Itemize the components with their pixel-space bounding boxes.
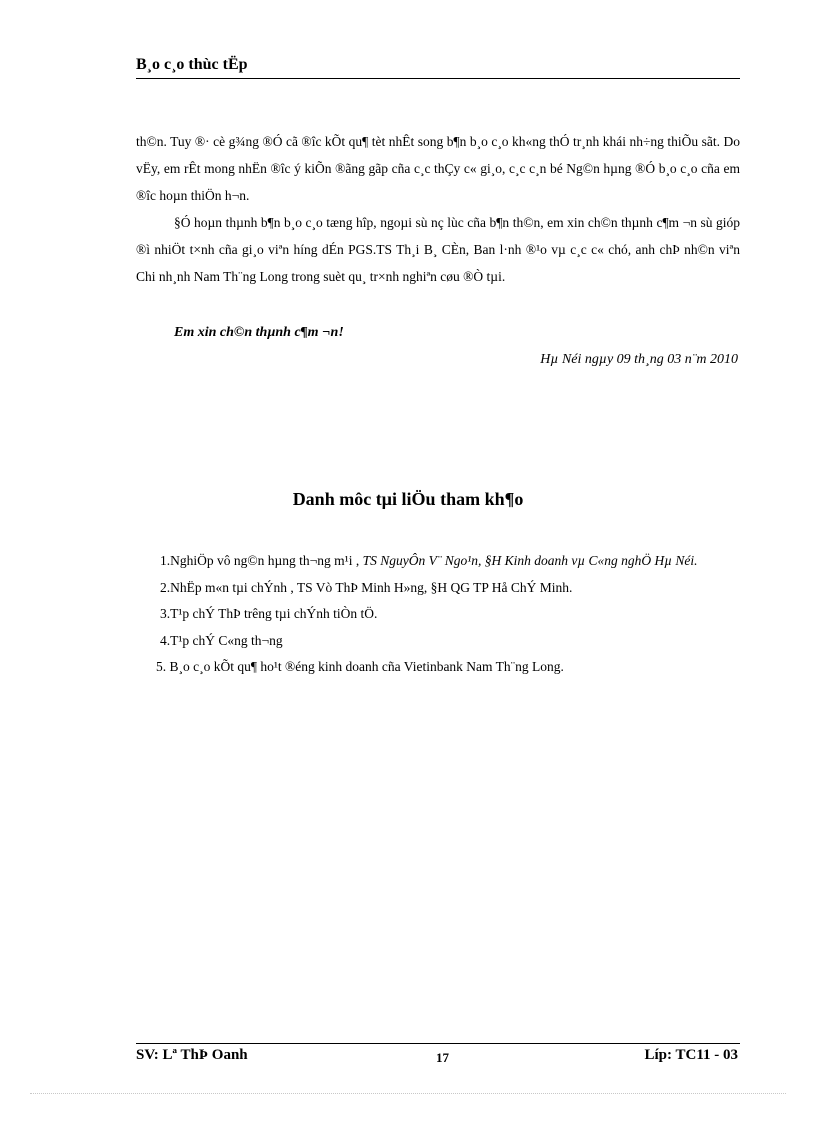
header-rule — [136, 78, 740, 79]
reference-item — [136, 548, 740, 575]
page-bottom-dotted-line — [30, 1093, 786, 1094]
closing-thanks: Em xin ch©n thµnh c¶m ¬n! — [174, 325, 344, 340]
footer-rule — [136, 1043, 740, 1044]
paragraph-continuation: th©n. Tuy ®· cè g¾ng ®Ó cã ®îc kÕt qu¶ tèt nhÊt song b¶n b¸o c¸o kh«ng thÓ tr¸nh khái nh÷ng thiÕu sãt. Do vËy, em rÊt mong nhËn ®îc ý kiÕn ®ãng gãp cña c¸c thÇy c« gi¸o, c¸c c¸n bé Ng©n hµng ®Ó b¸o c¸o cña em ®îc hoµn thiÖn h¬n. — [136, 134, 740, 203]
references-heading: Danh môc tµi liÖu tham kh¶o — [292, 489, 524, 509]
reference-item: 3.T¹p chÝ ThÞ trêng tµi chÝnh tiÒn tÖ. — [160, 606, 378, 621]
header-title: B¸o c¸o thùc tËp — [136, 56, 248, 73]
reference-item: 5. B¸o c¸o kÕt qu¶ ho¹t ®éng kinh doanh cña Vietinbank Nam Th¨ng Long. — [156, 659, 564, 674]
dateline: Hµ Néi ngµy 09 th¸ng 03 n¨m 2010 — [540, 352, 738, 367]
footer-class: Líp: TC11 - 03 — [644, 1047, 738, 1063]
reference-item: 2.NhËp m«n tµi chÝnh , TS Vò ThÞ Minh H»ng, §H QG TP Hå ChÝ Minh. — [160, 579, 573, 595]
references-list — [136, 548, 740, 681]
reference-title: 1.NghiÖp vô ng©n hµng th¬ng m¹i , — [160, 553, 360, 568]
page-number: 17 — [436, 1050, 449, 1065]
reference-item: 4.T¹p chÝ C«ng th¬ng — [160, 632, 283, 648]
footer-student: SV: Lª ThÞ Oanh — [136, 1047, 248, 1063]
reference-author: TS NguyÔn V¨ Ngo¹n, §H Kinh doanh vµ C«ng nghÖ Hµ Néi. — [359, 553, 698, 568]
paragraph-acknowledgement: §Ó hoµn thµnh b¶n b¸o c¸o tæng hîp, ngoµi sù nç lùc cña b¶n th©n, em xin ch©n thµnh c¶m ¬n sù gióp ®ì nhiÖt t×nh cña gi¸o viªn híng dÉn PGS.TS Th¸i B¸ CÈn, Ban l·nh ®¹o vµ c¸c c« chó, anh chÞ nh©n viªn Chi nh¸nh Nam Th¨ng Long trong suèt qu¸ tr×nh nghiªn cøu ®Ò tµi. — [136, 215, 740, 284]
